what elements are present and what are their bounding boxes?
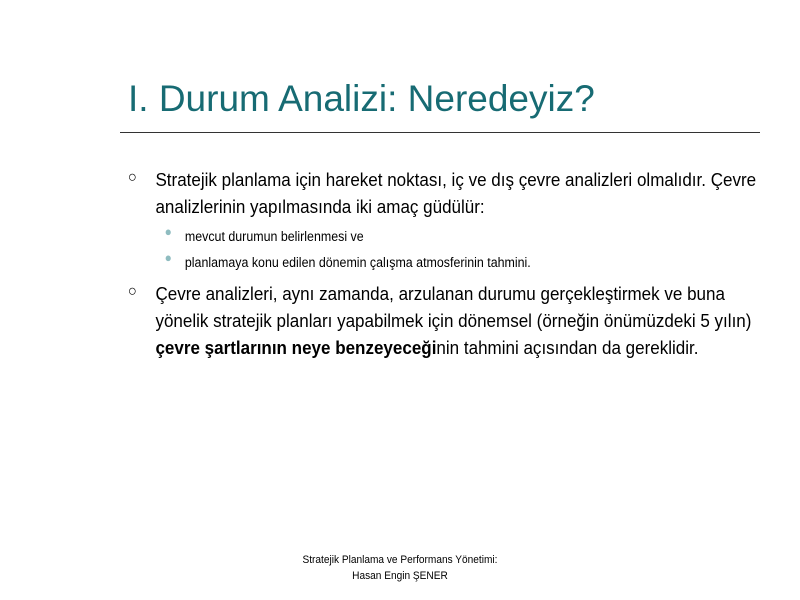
sub-bullet-text-1: mevcut durumun belirlenmesi ve: [184, 229, 364, 244]
title-divider: [120, 132, 760, 133]
filled-circle-bullet-icon: ●: [164, 224, 172, 239]
slide-title: I. Durum Analizi: Neredeyiz?: [128, 78, 595, 119]
sub-bullet-text-2: planlamaya konu edilen dönemin çalışma atmosferinin tahmini.: [184, 255, 531, 270]
bullet-text-2-start: Çevre analizleri, aynı zamanda, arzulanan durumu gerçekleştirmek ve buna yönelik stratejik planları yapabilmek için dönemsel (örneğin önümüzdeki 5 yılın): [155, 283, 752, 331]
footer-line-2: Hasan Engin ŞENER: [352, 570, 448, 582]
sub-bullet-list: [155, 224, 781, 276]
sub-bullet-item-1: [155, 224, 781, 250]
footer-line-1: Stratejik Planlama ve Performans Yönetimi:: [302, 554, 498, 566]
bullet-list: [126, 166, 756, 361]
hollow-circle-bullet-icon: ○: [127, 169, 137, 186]
sub-bullet-item-2: [155, 250, 781, 276]
slide-footer: [0, 552, 800, 584]
bullet-item-1: [126, 166, 781, 276]
bullet-text-2-end: nin tahmini açısından da gereklidir.: [436, 337, 699, 358]
hollow-circle-bullet-icon: ○: [127, 283, 137, 300]
bullet-text-2-bold: çevre şartlarının neye benzeyeceği: [155, 337, 437, 358]
bullet-text-1: Stratejik planlama için hareket noktası, iç ve dış çevre analizleri olmalıdır. Çevre analizlerinin yapılmasında iki amaç güdülür:: [155, 169, 757, 217]
filled-circle-bullet-icon: ●: [164, 250, 172, 265]
bullet-item-2: [126, 280, 781, 361]
